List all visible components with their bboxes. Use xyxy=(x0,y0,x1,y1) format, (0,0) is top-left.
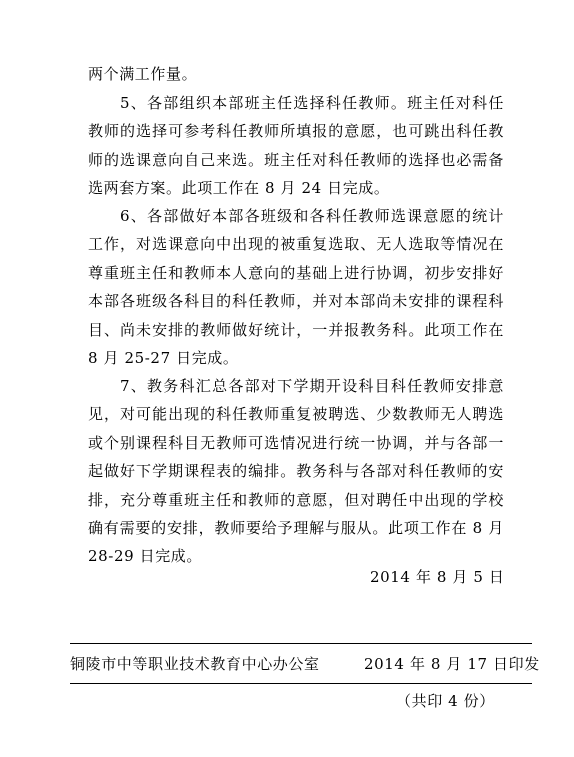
footer-top-rule xyxy=(70,643,532,644)
footer-bottom-rule xyxy=(70,683,532,684)
document-date: 2014 年 8 月 5 日 xyxy=(370,568,505,586)
footer-issuer: 铜陵市中等职业技术教育中心办公室 xyxy=(70,655,320,673)
paragraph-item-7: 7、教务科汇总各部对下学期开设科目科任教师安排意见，对可能出现的科任教师重复被聘选、少数教师无人聘选或个别课程科目无教师可选情况进行统一协调，并与各部一起做好下学期课程表的编排。教务科与各部对科任教师的安排，充分尊重班主任和教师的意愿，但对聘任中出现的学校确有需要的安排，教师要给予理解与服从。此项工作在 8 月 28-29 日完成。 xyxy=(88,377,504,566)
footer-print-date: 2014 年 8 月 17 日印发 xyxy=(364,655,540,673)
paragraph-item-6: 6、各部做好本部各班级和各科任教师选课意愿的统计工作，对选课意向中出现的被重复选取、无人选取等情况在尊重班主任和教师本人意向的基础上进行协调，初步安排好本部各班级各科目的科任教师，并对本部尚未安排的课程科目、尚未安排的教师做好统计，一并报教务科。此项工作在 8 月 25-27 日完成。 xyxy=(88,207,504,368)
paragraph-item-5: 5、各部组织本部班主任选择科任教师。班主任对科任教师的选择可参考科任教师所填报的意愿，也可跳出科任教师的选课意向自己来选。班主任对科任教师的选择也必需备选两套方案。此项工作在 8 月 24 日完成。 xyxy=(88,94,504,198)
copies-note: （共印 4 份） xyxy=(396,692,495,710)
paragraph-continuation: 两个满工作量。 xyxy=(88,65,198,83)
